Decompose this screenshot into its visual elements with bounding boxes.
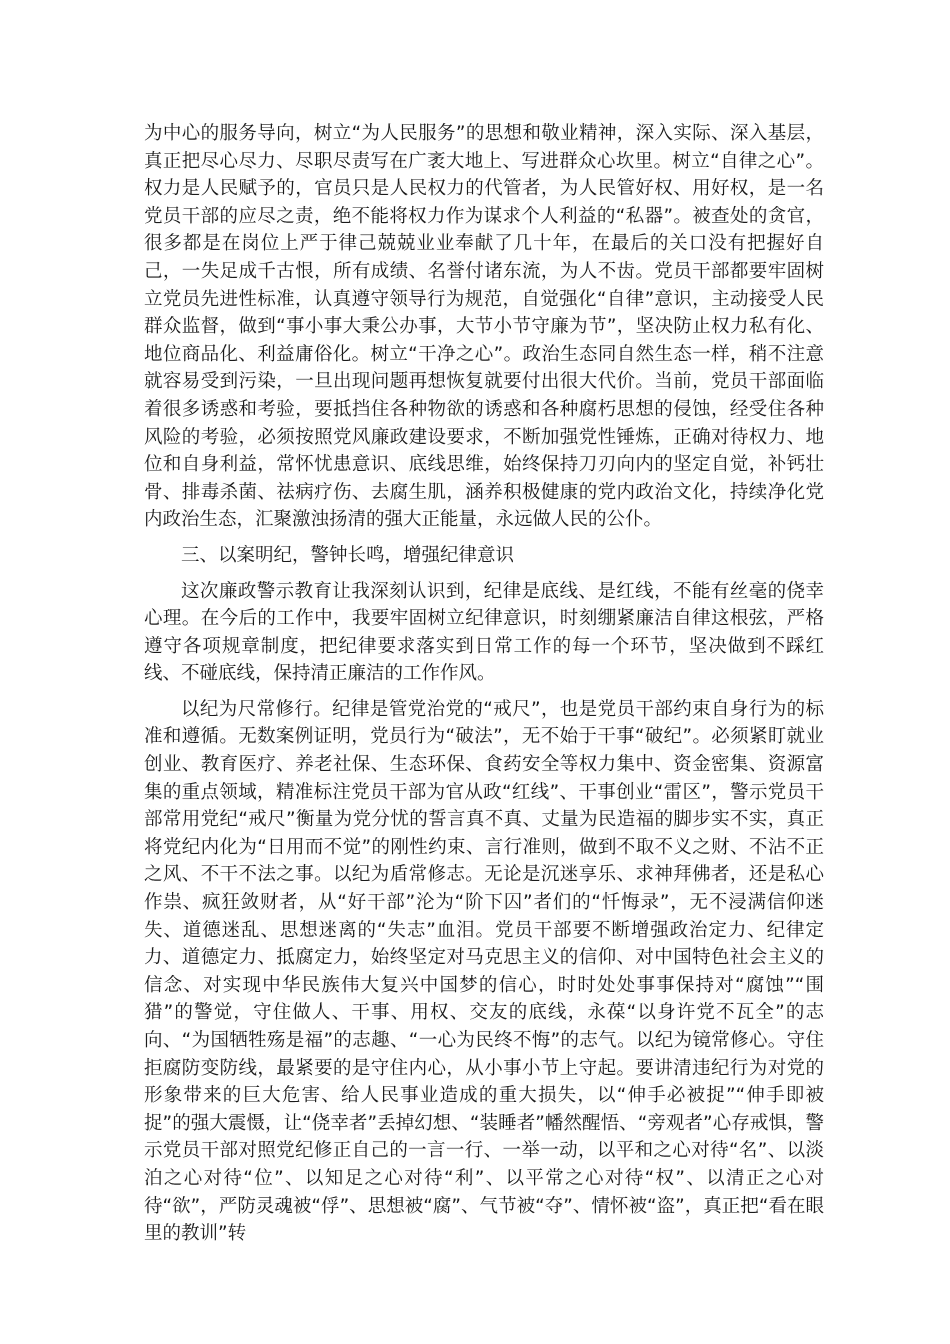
body-paragraph-2: 这次廉政警示教育让我深刻认识到，纪律是底线、是红线，不能有丝毫的侥幸心理。在今后的工作中，我要牢固树立纪律意识，时刻绷紧廉洁自律这根弦，严格遵守各项规章制度，把纪律要求落实到日常工作的每一个环节，坚决做到不踩红线、不碰底线，保持清正廉洁的工作作风。 (144, 580, 824, 685)
body-paragraph-3: 以纪为尺常修行。纪律是管党治党的“戒尺”，也是党员干部约束自身行为的标准和遵循。无数案例证明，党员行为“破法”，无不始于干事“破纪”。必须紧盯就业创业、教育医疗、养老社保、生态环保、食药安全等权力集中、资金密集、资源富集的重点领域，精准标注党员干部为官从政“红线”、干事创业“雷区”，警示党员干部常用党纪“戒尺”衡量为党分忧的誓言真不真、丈量为民造福的脚步实不实，真正将党纪内化为“日用而不觉”的刚性约束、言行准则，做到不取不义之财、不沾不正之风、不干不法之事。以纪为盾常修志。无论是沉迷享乐、求神拜佛者，还是私心作祟、疯狂敛财者，从“好干部”沦为“阶下囚”者们的“忏悔录”，无不浸满信仰迷失、道德迷乱、思想迷离的“失志”血泪。党员干部要不断增强政治定力、纪律定力、道德定力、抵腐定力，始终坚定对马克思主义的信仰、对中国特色社会主义的信念、对实现中华民族伟大复兴中国梦的信心，时时处处事事保持对“腐蚀”“围猎”的警觉，守住做人、干事、用权、交友的底线，永葆“以身许党不瓦全”的志向、“为国牺牲殇是福”的志趣、“一心为民终不悔”的志气。以纪为镜常修心。守住拒腐防变防线，最紧要的是守住内心，从小事小节上守起。要讲清违纪行为对党的形象带来的巨大危害、给人民事业造成的重大损失，以“伸手必被捉”“伸手即被捉”的强大震慑，让“侥幸者”丢掉幻想、“装睡者”幡然醒悟、“旁观者”心存戒惧，警示党员干部对照党纪修正自己的一言一行、一举一动，以平和之心对待“名”、以淡泊之心对待“位”、以知足之心对待“利”、以平常之心对待“权”、以清正之心对待“欲”，严防灵魂被“俘”、思想被“腐”、气节被“夺”、情怀被“盗”，真正把“看在眼里的教训”转 (144, 698, 824, 1245)
document-page (144, 120, 824, 1248)
body-paragraph-1: 为中心的服务导向，树立“为人民服务”的思想和敬业精神，深入实际、深入基层，真正把尽心尽力、尽职尽责写在广袤大地上、写进群众心坎里。树立“自律之心”。权力是人民赋予的，官员只是人民权力的代管者，为人民管好权、用好权，是一名党员干部的应尽之责，绝不能将权力作为谋求个人利益的“私器”。被查处的贪官，很多都是在岗位上严于律己兢兢业业奉献了几十年，在最后的关口没有把握好自己，一失足成千古恨，所有成绩、名誉付诸东流，为人不齿。党员干部都要牢固树立党员先进性标准，认真遵守领导行为规范，自觉强化“自律”意识，主动接受人民群众监督，做到“事小事大秉公办事，大节小节守廉为节”，坚决防止权力私有化、地位商品化、利益庸俗化。树立“干净之心”。政治生态同自然生态一样，稍不注意就容易受到污染，一旦出现问题再想恢复就要付出很大代价。当前，党员干部面临着很多诱惑和考验，要抵挡住各种物欲的诱惑和各种腐朽思想的侵蚀，经受住各种风险的考验，必须按照党风廉政建设要求，不断加强党性锤炼，正确对待权力、地位和自身利益，常怀忧患意识、底线思维，始终保持刀刃向内的坚定自觉，补钙壮骨、排毒杀菌、祛病疗伤、去腐生肌，涵养积极健康的党内政治文化，持续净化党内政治生态，汇聚激浊扬清的强大正能量，永远做人民的公仆。 (144, 123, 824, 531)
section-heading-3: 三、以案明纪，警钟长鸣，增强纪律意识 (181, 544, 515, 566)
